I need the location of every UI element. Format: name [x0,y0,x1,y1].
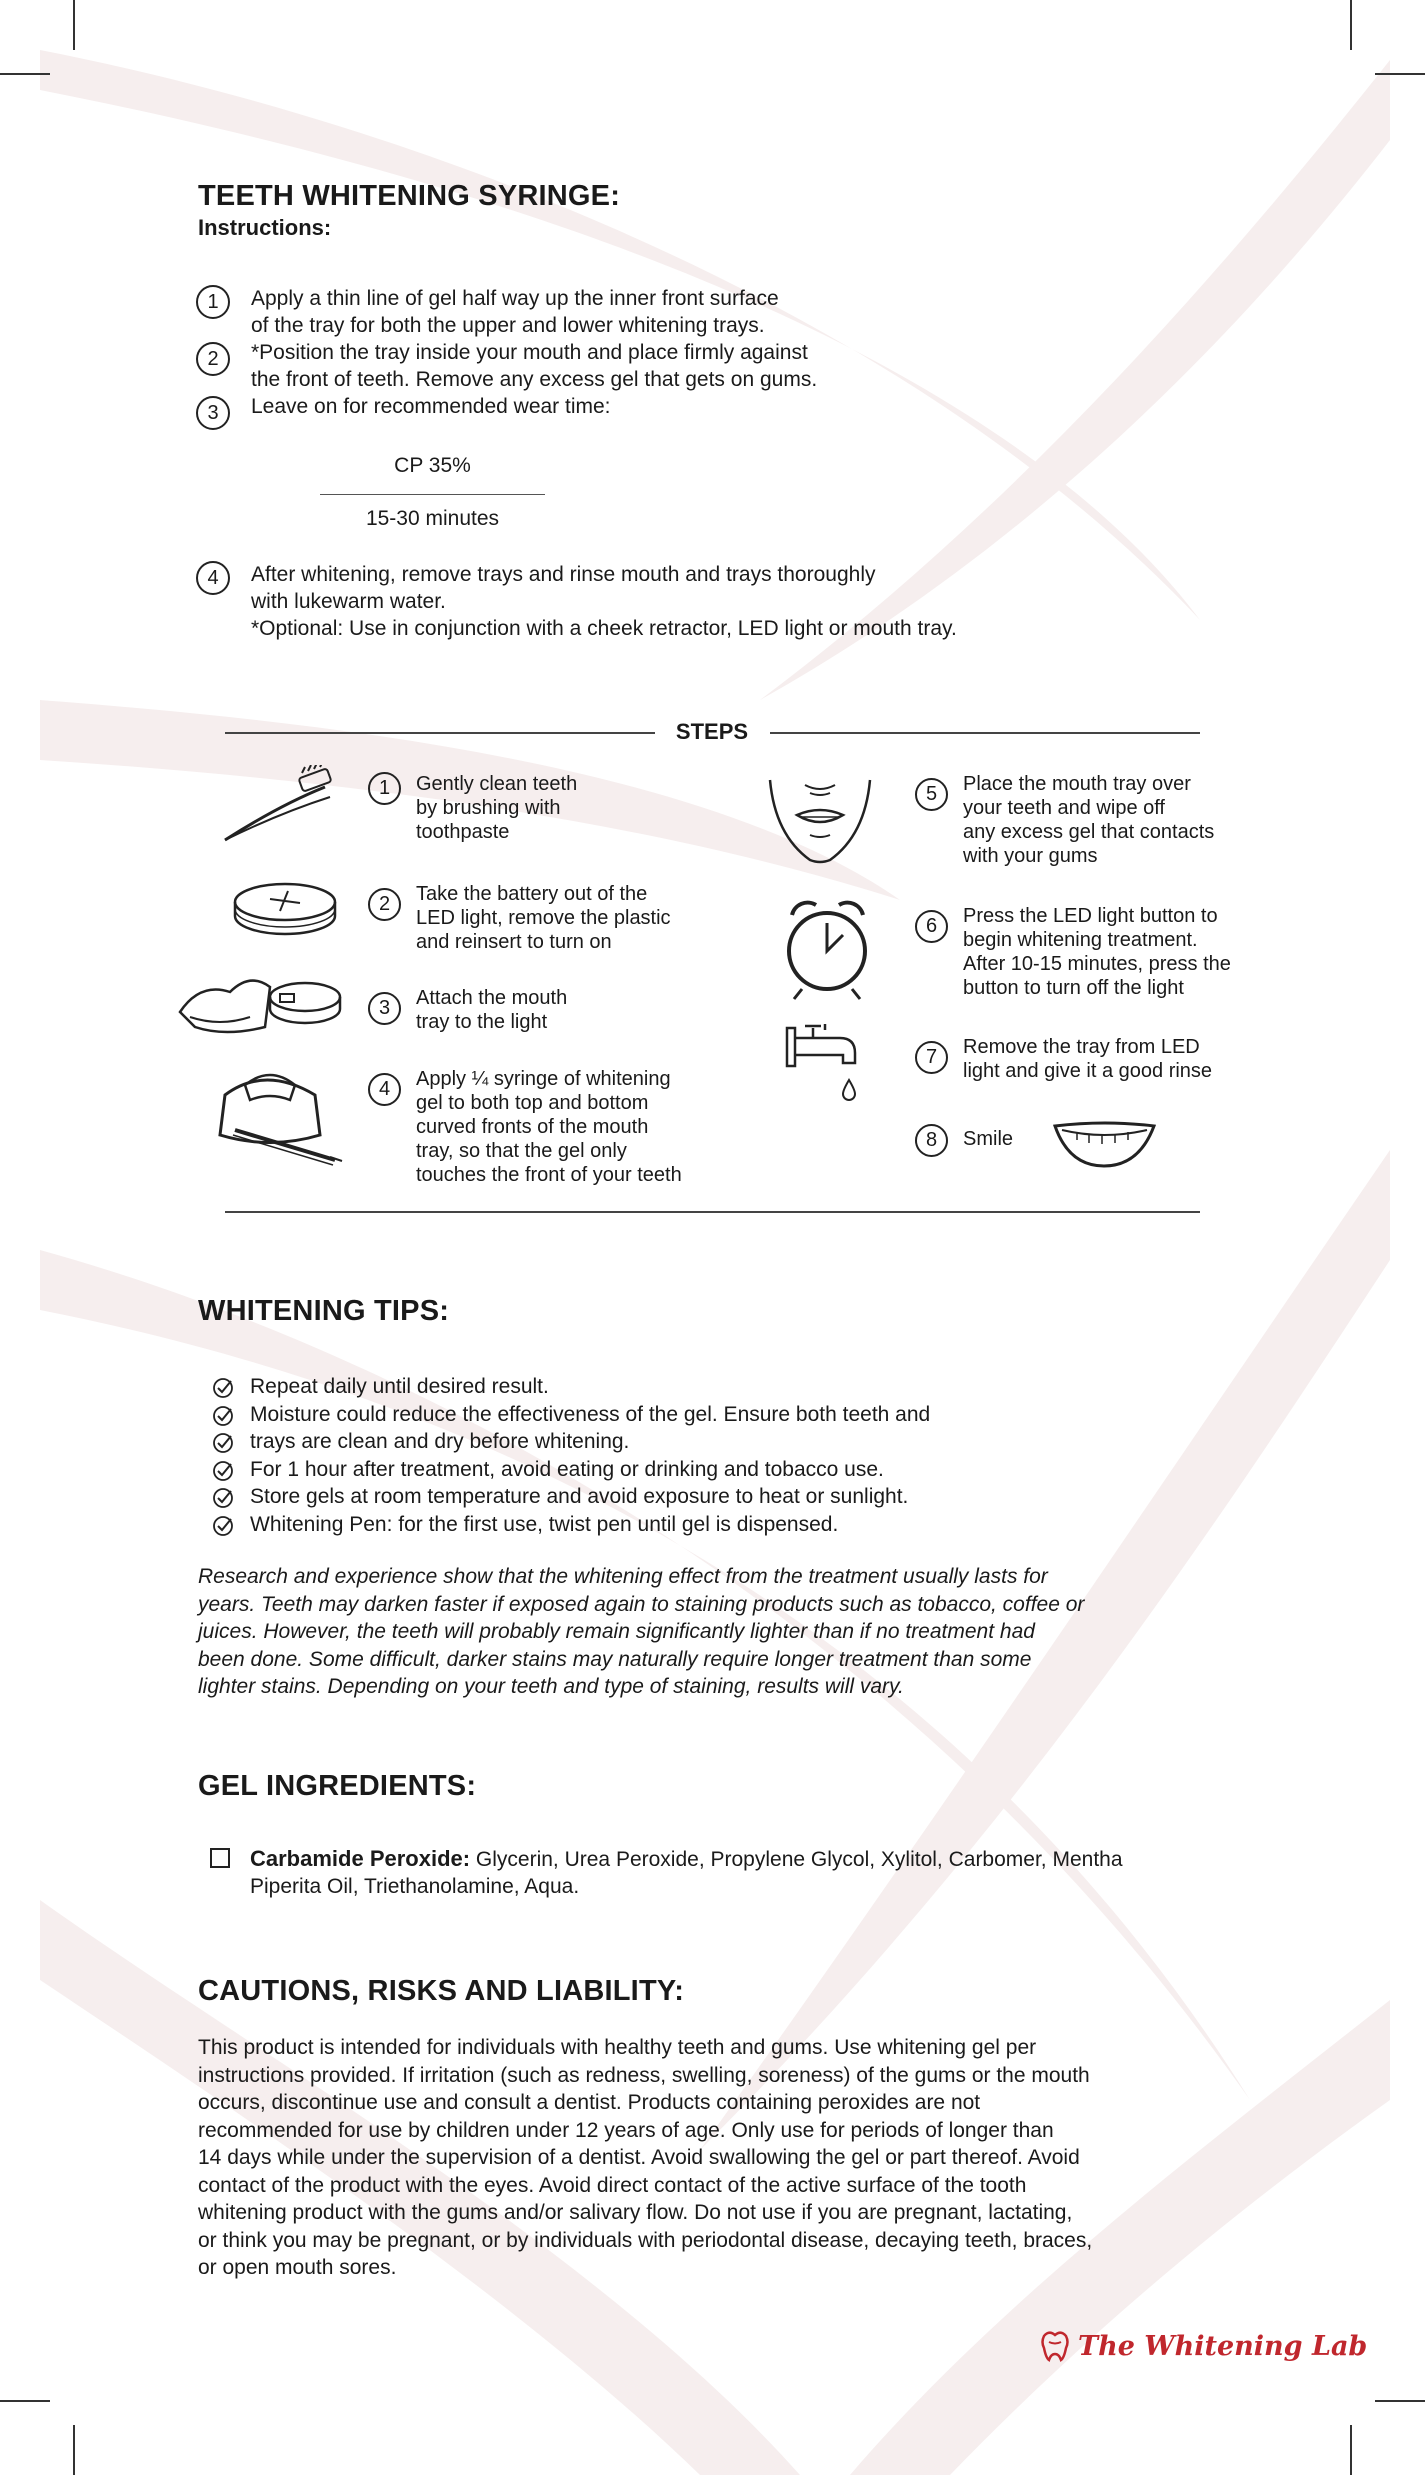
instruction-line: with lukewarm water. [251,590,446,613]
tips-list [212,1373,1132,1538]
instruction-line: Apply a thin line of gel half way up the inner front surface [251,287,779,310]
step-text-line: touches the front of your teeth [416,1164,682,1186]
step-number-badge: 3 [196,396,230,430]
step-text-line: any excess gel that contacts [963,821,1215,843]
step-text-line: LED light, remove the plastic [416,907,671,929]
tip-text: Moisture could reduce the effectiveness of the gel. Ensure both teeth and [250,1402,931,1426]
paragraph-line: contact of the product with the eyes. Avoid direct contact of the active surface of the tooth [198,2173,1027,2197]
step-text-line: with your gums [963,845,1098,867]
instruction-line: *Position the tray inside your mouth and place firmly against [251,341,808,364]
paragraph-line: Research and experience show that the whitening effect from the treatment usually lasts for [198,1565,1048,1588]
tip-text: For 1 hour after treatment, avoid eating or drinking and tobacco use. [250,1457,884,1481]
check-circle-icon [212,1515,234,1537]
step-text-line: light and give it a good rinse [963,1060,1213,1082]
brand-logo [1040,2330,1367,2362]
checkbox-icon [210,1848,230,1868]
wear-divider [320,494,545,495]
ingredients-line [250,1845,1250,1873]
check-circle-icon [212,1460,234,1482]
paragraph-line: lighter stains. Depending on your teeth and type of staining, results will vary. [198,1675,904,1698]
step-number-badge: 4 [368,1073,401,1106]
step-number-badge: 7 [915,1041,948,1074]
step-text-line: Apply ¼ syringe of whitening [416,1068,671,1090]
face-mouth-tray-icon [765,775,875,865]
ingredients-title: GEL INGREDIENTS: [198,1770,477,1802]
instruction-list [196,285,1096,424]
ingredient-list: Glycerin, Urea Peroxide, Propylene Glycol, Xylitol, Carbomer, Mentha [470,1848,1123,1871]
cautions-paragraph [198,2034,1198,2282]
steps-title: STEPS [675,719,749,744]
step-number-badge: 1 [368,772,401,805]
research-paragraph [198,1563,1198,1701]
instruction-line: *Optional: Use in conjunction with a cheek retractor, LED light or mouth tray. [251,617,957,640]
cautions-title: CAUTIONS, RISKS AND LIABILITY: [198,1975,685,2007]
paragraph-line: occurs, discontinue use and consult a dentist. Products containing peroxides are not [198,2091,981,2114]
tooth-icon [1040,2330,1070,2362]
step-text [416,882,736,954]
instruction-item [196,561,1096,642]
step-text [416,1067,736,1187]
step-text-line: curved fronts of the mouth [416,1116,649,1138]
tip-item [212,1373,1132,1401]
mouth-tray-syringe-icon [205,1065,345,1175]
check-circle-icon [212,1405,234,1427]
instruction-item [196,339,1096,393]
step-text-line: After 10-15 minutes, press the [963,953,1231,975]
paragraph-line: This product is intended for individuals with healthy teeth and gums. Use whitening gel per [198,2036,1037,2059]
steps-divider-right [770,732,1200,734]
syringe-subtitle: Instructions: [198,215,332,240]
step-text-line: Smile [963,1128,1014,1150]
step-number-badge: 3 [368,992,401,1025]
step-text-line: tray to the light [416,1011,548,1033]
paragraph-line: juices. However, the teeth will probably remain significantly lighter than if no treatment had [198,1620,1035,1643]
paragraph-line: years. Teeth may darken faster if exposed again to staining products such as tobacco, coffee or [198,1592,1085,1616]
instruction-item [196,285,1096,339]
syringe-title: TEETH WHITENING SYRINGE: [198,180,621,212]
instruction-line: After whitening, remove trays and rinse mouth and trays thoroughly [251,563,876,586]
tip-item [212,1456,1132,1484]
step-number-badge: 8 [915,1124,948,1157]
step-text-line: Attach the mouth [416,987,568,1009]
step-text-line: begin whitening treatment. [963,929,1198,951]
wear-concentration: CP 35% [394,454,471,477]
step-text-line: Take the battery out of the [416,883,648,905]
step-text-line: toothpaste [416,821,510,843]
tip-item [212,1511,1132,1539]
step-text-line: gel to both top and bottom [416,1092,649,1114]
tips-title: WHITENING TIPS: [198,1295,450,1327]
step-text-line: your teeth and wipe off [963,797,1165,819]
water-tap-icon [785,1018,880,1113]
tip-text: Repeat daily until desired result. [250,1375,549,1398]
step-text-line: by brushing with [416,797,561,819]
paragraph-line: or open mouth sores. [198,2256,397,2279]
paragraph-line: recommended for use by children under 12 years of age. Only use for periods of longer than [198,2118,1054,2142]
step-number-badge: 4 [196,561,230,595]
paragraph-line: instructions provided. If irritation (such as redness, swelling, soreness) of the gums or the mouth [198,2063,1090,2087]
wear-time: 15-30 minutes [365,507,500,530]
ingredient-list-cont: Piperita Oil, Triethanolamine, Aqua. [250,1875,580,1898]
instruction-line: the front of teeth. Remove any excess gel that gets on gums. [251,368,818,391]
brand-name: The Whitening Lab [1078,2330,1368,2362]
check-circle-icon [212,1377,234,1399]
steps-divider-left [225,732,655,734]
paragraph-line: been done. Some difficult, darker stains may naturally require longer treatment than some [198,1647,1032,1671]
step-text [963,1035,1283,1083]
led-light-icon [170,972,345,1042]
step-number-badge: 6 [915,910,948,943]
ingredient-name: Carbamide Peroxide: [250,1846,471,1871]
step-text-line: Place the mouth tray over [963,773,1191,795]
step-text [963,1127,1283,1151]
tip-text: trays are clean and dry before whitening. [250,1430,630,1453]
step-number-badge: 1 [196,285,230,319]
step-number-badge: 2 [196,342,230,376]
step-text-line: Press the LED light button to [963,905,1218,927]
tip-text: Store gels at room temperature and avoid exposure to heat or sunlight. [250,1485,909,1508]
tip-item [212,1401,1132,1429]
tip-item [212,1428,1132,1456]
step-number-badge: 2 [368,888,401,921]
step-number-badge: 5 [915,778,948,811]
steps-bottom-divider [225,1211,1200,1213]
paragraph-line: 14 days while under the supervision of a dentist. Avoid swallowing the gel or part thereof. Avoid [198,2146,1080,2169]
instruction-line: Leave on for recommended wear time: [251,395,611,418]
instruction-line: of the tray for both the upper and lower whitening trays. [251,314,765,337]
check-circle-icon [212,1487,234,1509]
tip-text: Whitening Pen: for the first use, twist pen until gel is dispensed. [250,1512,839,1536]
check-circle-icon [212,1432,234,1454]
step-text [963,904,1283,1000]
step-text [416,772,736,844]
step-text [963,772,1283,868]
paragraph-line: or think you may be pregnant, or by individuals with periodontal disease, decaying teeth, braces, [198,2228,1093,2252]
instruction-item [196,393,1096,424]
step-text-line: and reinsert to turn on [416,931,612,953]
step-text-line: tray, so that the gel only [416,1140,627,1162]
toothbrush-icon [220,765,340,845]
ingredients-item [210,1845,1250,1900]
instruction-list [196,561,1096,642]
alarm-clock-icon [780,893,875,1003]
tip-item [212,1483,1132,1511]
battery-icon [230,877,340,942]
step-text [416,986,736,1034]
paragraph-line: whitening product with the gums and/or salivary flow. Do not use if you are pregnant, lactating, [198,2201,1073,2224]
step-text-line: button to turn off the light [963,977,1184,999]
step-text-line: Gently clean teeth [416,773,578,795]
step-text-line: Remove the tray from LED [963,1036,1200,1058]
